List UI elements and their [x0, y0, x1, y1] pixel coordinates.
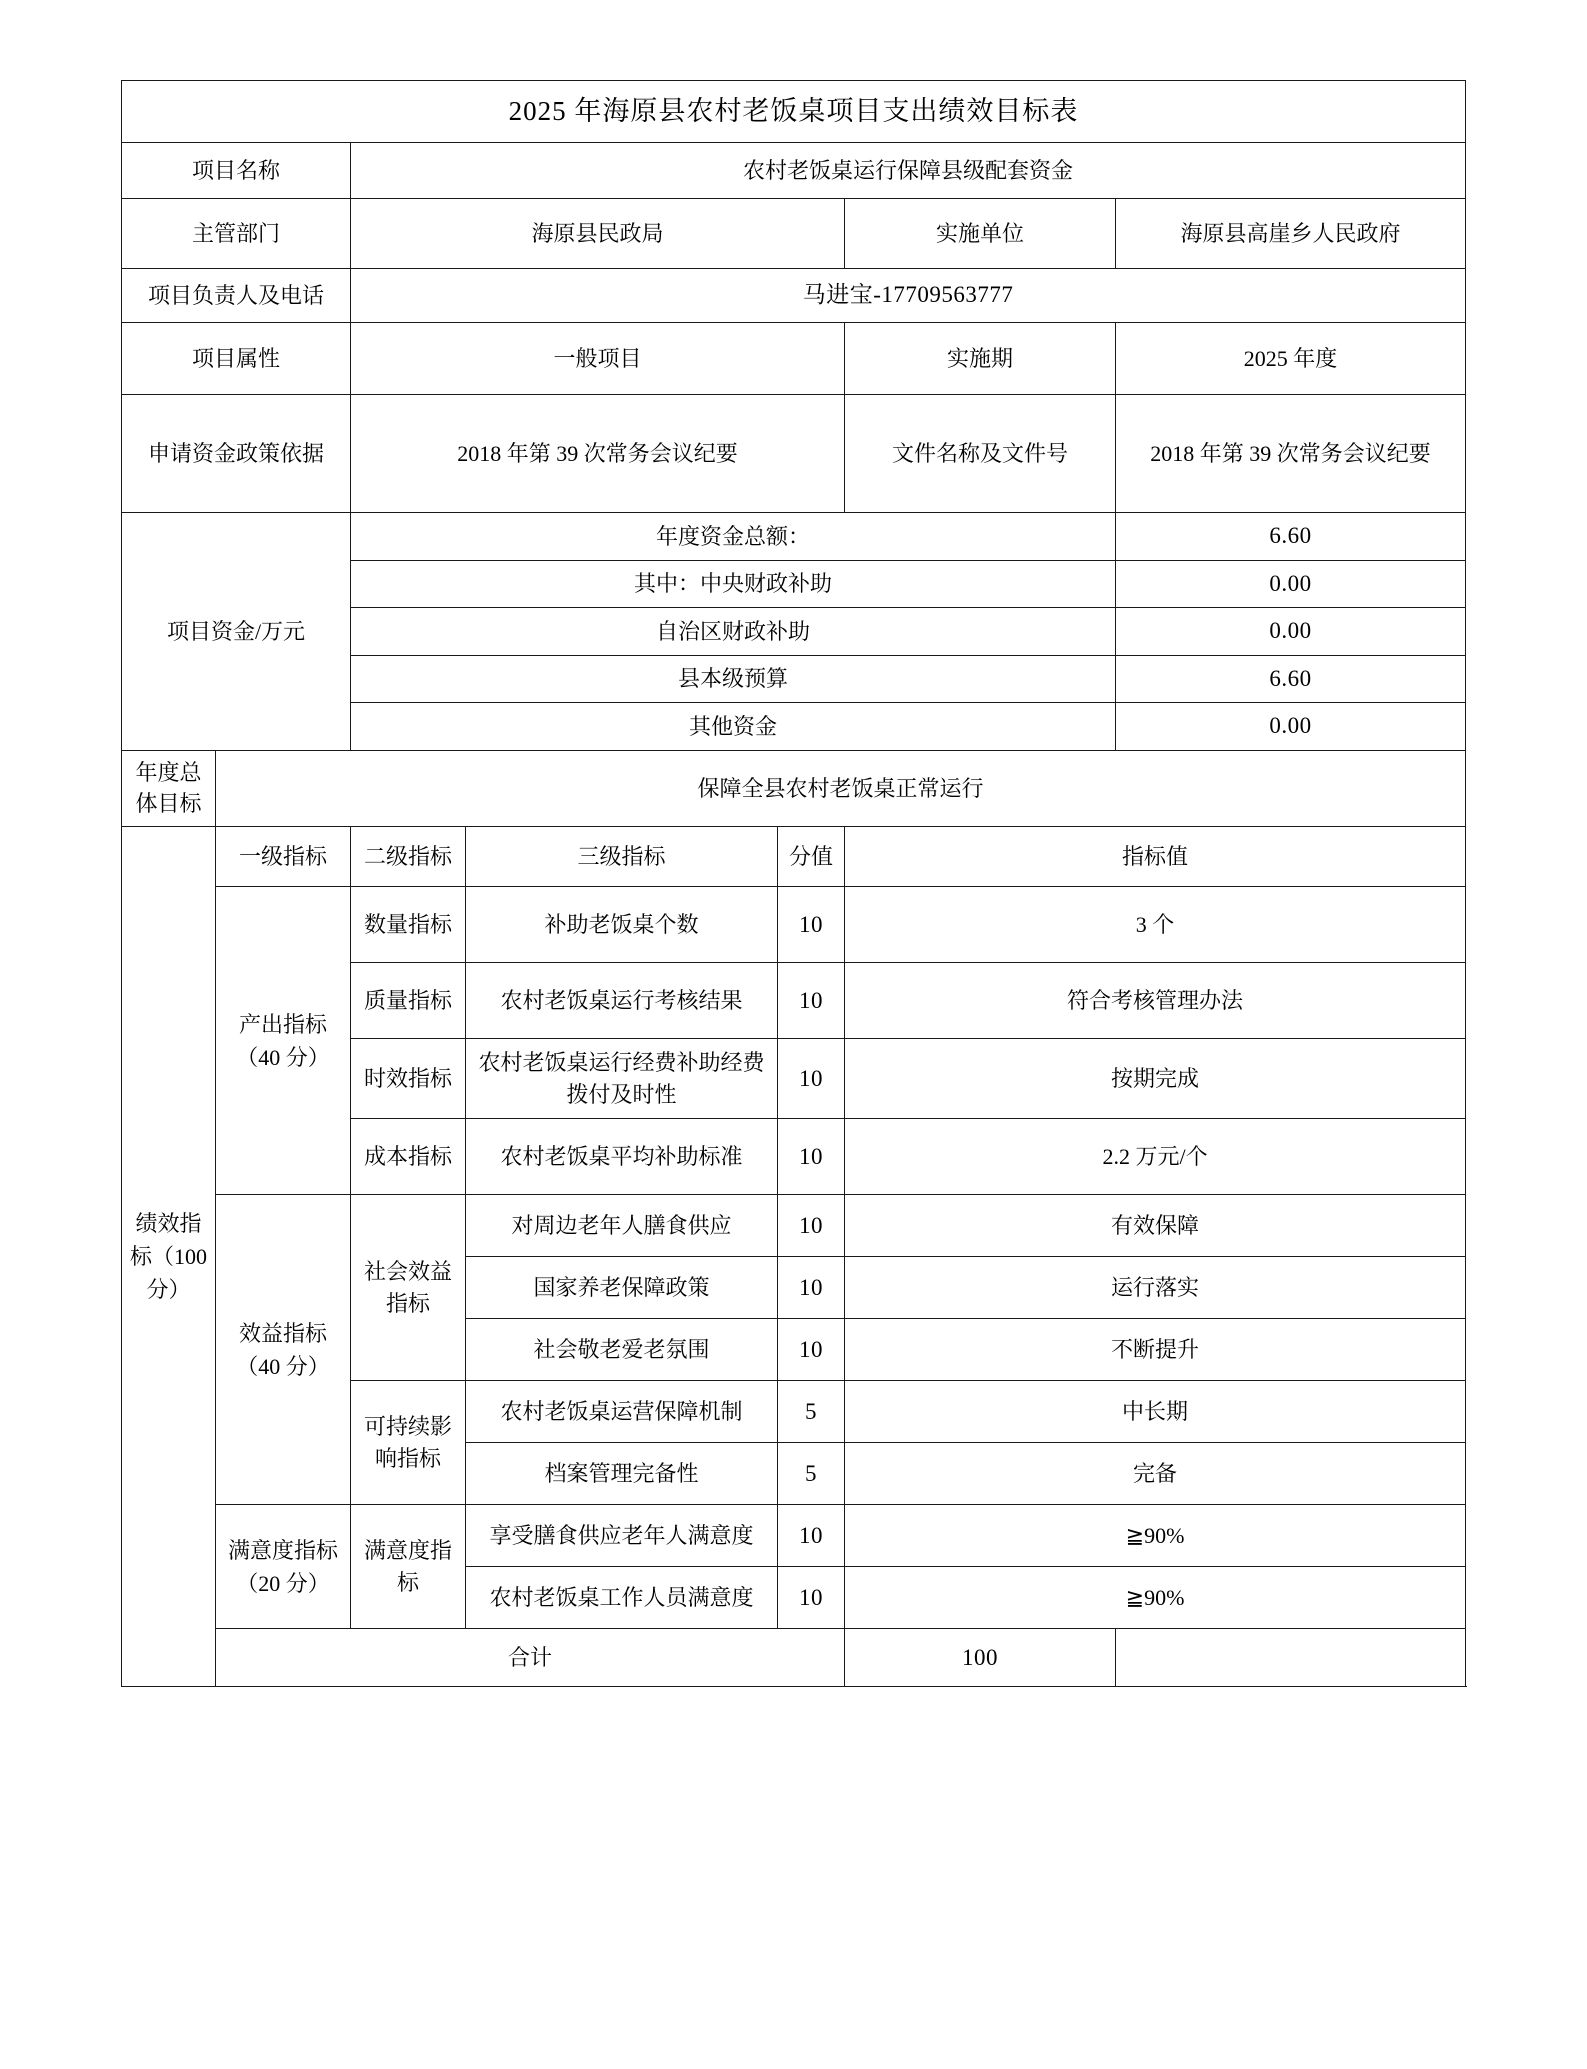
target-value: 中长期	[845, 1381, 1466, 1443]
level2-label: 满意度指标	[351, 1505, 466, 1629]
score-value: 10	[778, 1195, 845, 1257]
performance-target-table	[121, 80, 1466, 1687]
fund-value: 0.00	[1116, 608, 1466, 656]
target-value: 运行落实	[845, 1257, 1466, 1319]
impl-unit-value: 海原县高崖乡人民政府	[1116, 199, 1466, 269]
table-row	[122, 1195, 1466, 1257]
score-value: 10	[778, 887, 845, 963]
level3-label: 农村老饭桌平均补助标准	[466, 1119, 778, 1195]
score-value: 5	[778, 1443, 845, 1505]
manager-label: 项目负责人及电话	[122, 269, 351, 323]
impl-unit-label: 实施单位	[845, 199, 1116, 269]
column-header-level3: 三级指标	[466, 827, 778, 887]
target-value: ≧90%	[845, 1567, 1466, 1629]
department-value: 海原县民政局	[351, 199, 845, 269]
level2-label: 数量指标	[351, 887, 466, 963]
level1-satisfaction: 满意度指标（20 分）	[216, 1505, 351, 1629]
project-name-label: 项目名称	[122, 143, 351, 199]
score-value: 10	[778, 963, 845, 1039]
target-value: 按期完成	[845, 1039, 1466, 1119]
annual-goal-row	[122, 750, 1466, 827]
fund-row-total	[122, 513, 1466, 561]
policy-value: 2018 年第 39 次常务会议纪要	[351, 395, 845, 513]
score-value: 10	[778, 1119, 845, 1195]
fund-value: 6.60	[1116, 513, 1466, 561]
annual-goal-value: 保障全县农村老饭桌正常运行	[216, 750, 1466, 827]
score-value: 10	[778, 1257, 845, 1319]
fund-value: 0.00	[1116, 560, 1466, 608]
attribute-row	[122, 323, 1466, 395]
total-score: 100	[845, 1629, 1116, 1687]
level3-label: 农村老饭桌运营保障机制	[466, 1381, 778, 1443]
total-row	[122, 1629, 1466, 1687]
policy-label: 申请资金政策依据	[122, 395, 351, 513]
project-name-value: 农村老饭桌运行保障县级配套资金	[351, 143, 1466, 199]
fund-name: 年度资金总额：	[351, 513, 1116, 561]
level3-label: 农村老饭桌运行经费补助经费拨付及时性	[466, 1039, 778, 1119]
total-label: 合计	[216, 1629, 845, 1687]
project-name-row	[122, 143, 1466, 199]
level2-label: 成本指标	[351, 1119, 466, 1195]
level3-label: 农村老饭桌运行考核结果	[466, 963, 778, 1039]
file-label: 文件名称及文件号	[845, 395, 1116, 513]
target-value: 不断提升	[845, 1319, 1466, 1381]
level2-label: 时效指标	[351, 1039, 466, 1119]
column-header-score: 分值	[778, 827, 845, 887]
attribute-label: 项目属性	[122, 323, 351, 395]
target-value: 2.2 万元/个	[845, 1119, 1466, 1195]
department-label: 主管部门	[122, 199, 351, 269]
level3-label: 补助老饭桌个数	[466, 887, 778, 963]
manager-row	[122, 269, 1466, 323]
column-header-level1: 一级指标	[216, 827, 351, 887]
column-header-level2: 二级指标	[351, 827, 466, 887]
target-value: 完备	[845, 1443, 1466, 1505]
table-body	[122, 81, 1466, 1687]
table-row	[122, 1505, 1466, 1567]
funds-label: 项目资金/万元	[122, 513, 351, 751]
period-label: 实施期	[845, 323, 1116, 395]
score-value: 10	[778, 1505, 845, 1567]
title-row	[122, 81, 1466, 143]
level1-output: 产出指标（40 分）	[216, 887, 351, 1195]
target-value: ≧90%	[845, 1505, 1466, 1567]
column-header-target: 指标值	[845, 827, 1466, 887]
score-value: 10	[778, 1039, 845, 1119]
fund-name: 县本级预算	[351, 655, 1116, 703]
table-row	[122, 887, 1466, 963]
page-title: 2025 年海原县农村老饭桌项目支出绩效目标表	[122, 81, 1466, 143]
level3-label: 社会敬老爱老氛围	[466, 1319, 778, 1381]
level3-label: 农村老饭桌工作人员满意度	[466, 1567, 778, 1629]
level3-label: 档案管理完备性	[466, 1443, 778, 1505]
fund-value: 0.00	[1116, 703, 1466, 751]
target-value: 符合考核管理办法	[845, 963, 1466, 1039]
department-row	[122, 199, 1466, 269]
manager-value: 马进宝-17709563777	[351, 269, 1466, 323]
attribute-value: 一般项目	[351, 323, 845, 395]
fund-value: 6.60	[1116, 655, 1466, 703]
fund-name: 自治区财政补助	[351, 608, 1116, 656]
target-value: 有效保障	[845, 1195, 1466, 1257]
score-value: 10	[778, 1567, 845, 1629]
level1-benefit: 效益指标（40 分）	[216, 1195, 351, 1505]
performance-side-label: 绩效指标（100 分）	[122, 827, 216, 1687]
score-value: 5	[778, 1381, 845, 1443]
level2-label: 质量指标	[351, 963, 466, 1039]
period-value: 2025 年度	[1116, 323, 1466, 395]
level3-label: 国家养老保障政策	[466, 1257, 778, 1319]
performance-header-row	[122, 827, 1466, 887]
file-value: 2018 年第 39 次常务会议纪要	[1116, 395, 1466, 513]
annual-goal-label: 年度总体目标	[122, 750, 216, 827]
policy-row	[122, 395, 1466, 513]
level3-label: 享受膳食供应老年人满意度	[466, 1505, 778, 1567]
level2-label: 社会效益指标	[351, 1195, 466, 1381]
fund-name: 其中：中央财政补助	[351, 560, 1116, 608]
score-value: 10	[778, 1319, 845, 1381]
level3-label: 对周边老年人膳食供应	[466, 1195, 778, 1257]
total-target	[1116, 1629, 1466, 1687]
target-value: 3 个	[845, 887, 1466, 963]
fund-name: 其他资金	[351, 703, 1116, 751]
level2-label: 可持续影响指标	[351, 1381, 466, 1505]
